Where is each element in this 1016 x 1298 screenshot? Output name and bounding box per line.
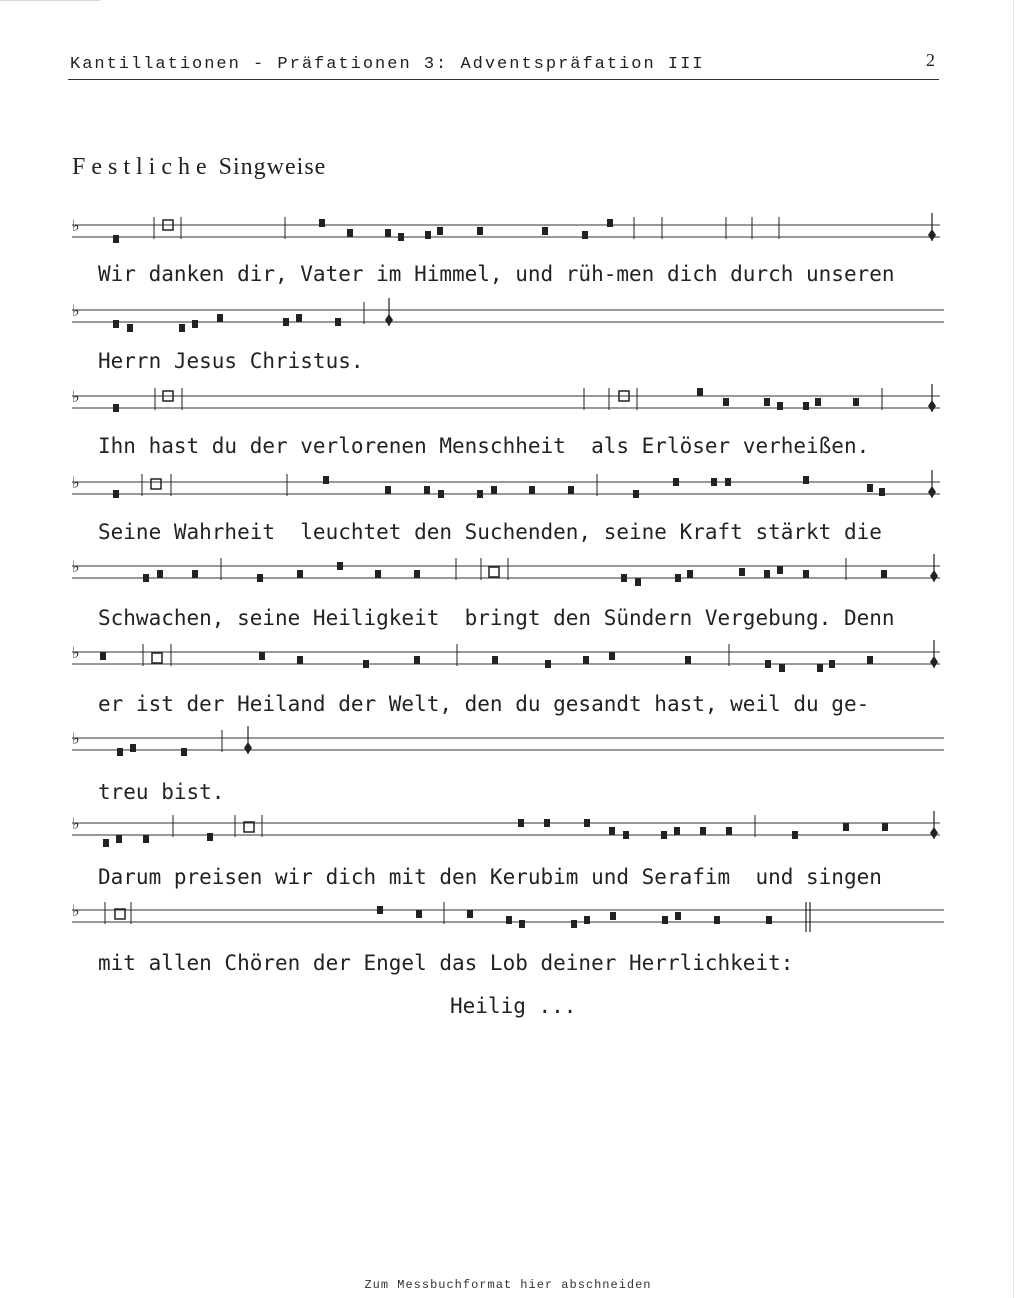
chant-note: [584, 916, 590, 924]
chant-note: [347, 229, 353, 237]
lyric-line-7: treu bist.: [98, 780, 225, 804]
running-header-title: Kantillationen - Präfationen 3: Adventspräfation III: [70, 55, 705, 74]
chant-note: [673, 478, 679, 486]
chant-note: [633, 490, 639, 498]
end-diamond: [928, 400, 936, 412]
chant-note: [685, 656, 691, 664]
chant-note: [766, 916, 772, 924]
chant-note: [143, 574, 149, 582]
chant-note: [257, 574, 263, 582]
chant-note: [739, 568, 745, 576]
chant-note: [584, 819, 590, 827]
chant-note: [416, 910, 422, 918]
flat-clef: ♭: [72, 387, 80, 406]
chant-note: [518, 819, 524, 827]
chant-note: [697, 388, 703, 396]
chant-note: [635, 578, 641, 586]
chant-note: [879, 488, 885, 496]
chant-note: [297, 656, 303, 664]
lyric-line-1: Wir danken dir, Vater im Himmel, und rüh-men dich durch unseren: [98, 262, 895, 286]
chant-note: [700, 827, 706, 835]
chant-note: [529, 486, 535, 494]
chant-note: [217, 314, 223, 322]
closing-text: Heilig ...: [450, 994, 577, 1018]
chant-note: [545, 660, 551, 668]
section-title-part2: Singweise: [218, 154, 327, 180]
end-diamond: [928, 486, 936, 498]
chant-note: [113, 490, 119, 498]
chant-note: [207, 833, 213, 841]
chant-note: [582, 231, 588, 239]
chant-note: [725, 478, 731, 486]
chant-note: [792, 831, 798, 839]
neume-box: [489, 567, 499, 577]
chant-note: [881, 570, 887, 578]
cut-note: Zum Messbuchformat hier abschneiden: [364, 1278, 652, 1292]
chant-note: [777, 566, 783, 574]
end-diamond: [930, 827, 938, 839]
chant-note: [323, 476, 329, 484]
chant-note: [117, 748, 123, 756]
chant-note: [803, 570, 809, 578]
end-diamond: [928, 229, 936, 241]
chant-note: [764, 398, 770, 406]
flat-clef: ♭: [72, 301, 80, 320]
chant-note: [506, 916, 512, 924]
chant-note: [157, 570, 163, 578]
chant-note: [882, 823, 888, 831]
chant-note: [568, 486, 574, 494]
chant-note: [675, 574, 681, 582]
chant-note: [765, 660, 771, 668]
chant-note: [726, 827, 732, 835]
flat-clef: ♭: [72, 557, 80, 576]
chant-note: [779, 664, 785, 672]
chant-note: [377, 906, 383, 914]
chant-note: [867, 484, 873, 492]
chant-note: [492, 656, 498, 664]
chant-note: [414, 656, 420, 664]
chant-note: [424, 486, 430, 494]
chant-note: [711, 478, 717, 486]
chant-note: [843, 823, 849, 831]
chant-note: [375, 570, 381, 578]
chant-note: [467, 910, 473, 918]
flat-clef: ♭: [72, 814, 80, 833]
neume-box: [152, 653, 162, 663]
flat-clef: ♭: [72, 643, 80, 662]
flat-clef: ♭: [72, 901, 80, 920]
chant-note: [319, 219, 325, 227]
chant-note: [297, 570, 303, 578]
section-title-part1: Festliche: [72, 154, 213, 180]
chant-note: [853, 398, 859, 406]
chant-note: [437, 227, 443, 235]
chant-note: [491, 486, 497, 494]
chant-note: [764, 570, 770, 578]
chant-note: [867, 656, 873, 664]
chant-note: [192, 320, 198, 328]
chant-note: [609, 827, 615, 835]
chant-note: [829, 660, 835, 668]
chant-note: [542, 227, 548, 235]
flat-clef: ♭: [72, 216, 80, 235]
chant-note: [687, 570, 693, 578]
chant-note: [544, 819, 550, 827]
end-diamond: [930, 570, 938, 582]
chant-note: [100, 652, 106, 660]
chant-note: [283, 318, 289, 326]
chant-note: [610, 912, 616, 920]
chant-note: [714, 916, 720, 924]
chant-note: [116, 835, 122, 843]
end-diamond: [930, 656, 938, 668]
chant-note: [621, 574, 627, 582]
lyric-line-5: Schwachen, seine Heiligkeit bringt den Sündern Vergebung. Denn: [98, 606, 895, 630]
chant-note: [179, 324, 185, 332]
lyric-line-6: er ist der Heiland der Welt, den du gesandt hast, weil du ge-: [98, 692, 870, 716]
chant-note: [385, 486, 391, 494]
chant-note: [259, 652, 265, 660]
chant-note: [571, 920, 577, 928]
chant-note: [127, 324, 133, 332]
chant-note: [438, 490, 444, 498]
lyric-line-9: mit allen Chören der Engel das Lob deiner Herrlichkeit:: [98, 951, 794, 975]
chant-note: [143, 835, 149, 843]
chant-note: [674, 827, 680, 835]
chant-note: [609, 652, 615, 660]
chant-note: [662, 916, 668, 924]
chant-note: [661, 831, 667, 839]
chant-note: [519, 920, 525, 928]
chant-note: [803, 476, 809, 484]
chant-note: [815, 398, 821, 406]
chant-note: [113, 320, 119, 328]
chant-note: [623, 831, 629, 839]
chant-note: [425, 231, 431, 239]
chant-note: [130, 744, 136, 752]
end-diamond: [244, 742, 252, 754]
neume-box: [151, 479, 161, 489]
chant-note: [398, 233, 404, 241]
chant-note: [296, 314, 302, 322]
chant-note: [414, 570, 420, 578]
chant-note: [477, 227, 483, 235]
lyric-line-2: Herrn Jesus Christus.: [98, 349, 364, 373]
chant-note: [335, 318, 341, 326]
chant-note: [723, 398, 729, 406]
chant-note: [477, 490, 483, 498]
chant-note: [113, 235, 119, 243]
chant-note: [181, 748, 187, 756]
chant-note: [363, 660, 369, 668]
lyric-line-4: Seine Wahrheit leuchtet den Suchenden, seine Kraft stärkt die: [98, 520, 882, 544]
flat-clef: ♭: [72, 729, 80, 748]
chant-note: [103, 839, 109, 847]
page-number: 2: [926, 50, 935, 70]
chant-note: [803, 402, 809, 410]
chant-note: [607, 219, 613, 227]
chant-note: [583, 656, 589, 664]
chant-note: [817, 664, 823, 672]
chant-note: [777, 402, 783, 410]
lyric-line-3: Ihn hast du der verlorenen Menschheit als Erlöser verheißen.: [98, 434, 870, 458]
end-diamond: [385, 314, 393, 326]
flat-clef: ♭: [72, 473, 80, 492]
chant-note: [385, 229, 391, 237]
chant-note: [337, 562, 343, 570]
chant-note: [192, 570, 198, 578]
chant-note: [113, 404, 119, 412]
lyric-line-8: Darum preisen wir dich mit den Kerubim und Serafim und singen: [98, 865, 882, 889]
chant-note: [675, 912, 681, 920]
